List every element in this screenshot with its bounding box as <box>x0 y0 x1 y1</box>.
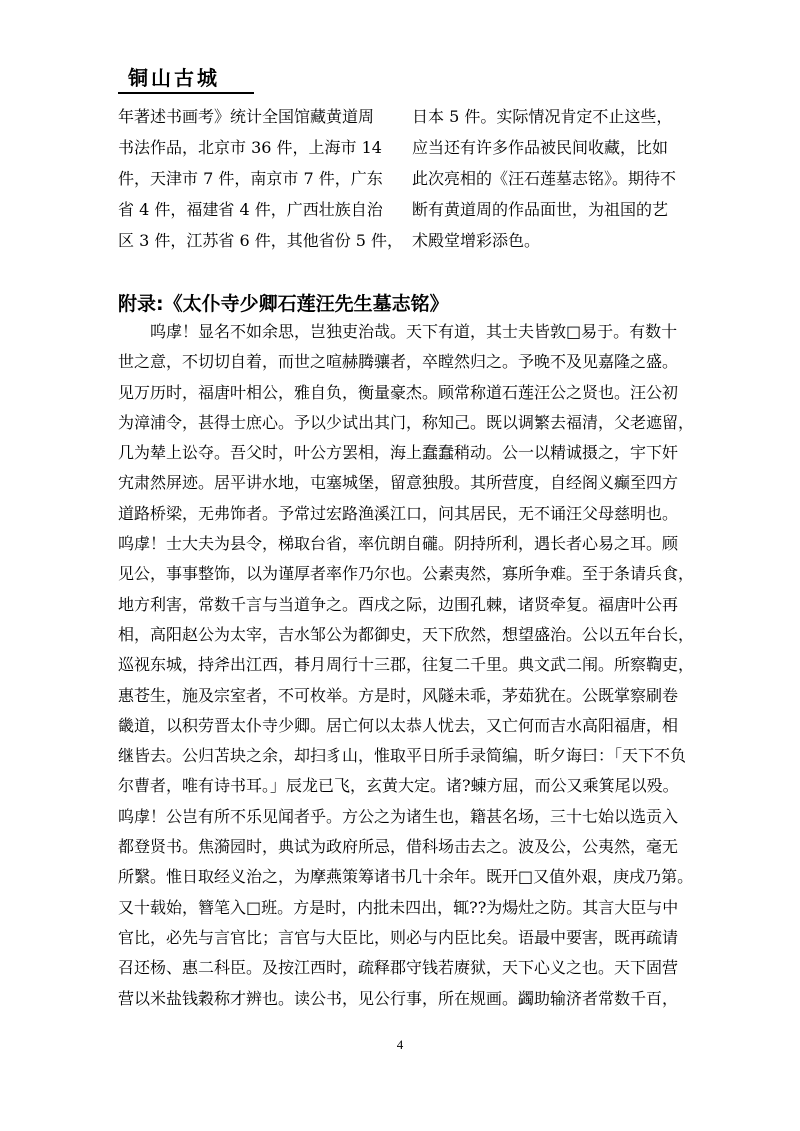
text-line: 为漳浦令，甚得士庶心。予以少试出其门，称知己。既以调繁去福清，父老遮留， <box>118 412 695 432</box>
intro-left-column <box>118 101 404 256</box>
text-line: 应当还有许多作品被民间收藏，比如 <box>412 138 669 157</box>
text-line: 省 4 件，福建省 4 件，广西壮族自治 <box>118 200 383 219</box>
text-line: 书法作品，北京市 36 件，上海市 14 <box>118 138 382 157</box>
text-line: 继皆去。公归苫块之余，却扫豸山，惟取平日所手录简编，昕夕诲曰：「天下不负 <box>118 746 687 766</box>
text-line: 呜虖！士大夫为县令，梯取台省，率伉朗自礲。阴持所利，遇长者心易之耳。顾 <box>118 534 679 554</box>
text-line: 件，天津市 7 件，南京市 7 件，广东 <box>118 169 383 188</box>
intro-right-column <box>412 101 690 256</box>
text-line: 几为辇上讼夺。吾父时，叶公方罢相，海上蠢蠢稍动。公一以精诚摄之，宇下奸 <box>118 443 679 463</box>
text-line: 官比，必先与言官比；言官与大臣比，则必与内臣比矣。语最中要害，既再疏请 <box>118 927 679 947</box>
running-header-title: 铜山古城 <box>128 66 220 90</box>
text-line: 尔曹者，唯有诗书耳。」辰龙已飞，玄黄大定。诸?蝀方屈，而公又乘箕尾以殁。 <box>118 776 679 796</box>
text-line: 宄肃然屏迹。居平讲水地，屯塞城堡，留意独殷。其所营度，自经阁义癫至四方 <box>118 473 679 493</box>
text-line: 营以米盐钱穀称才辨也。读公书，见公行事，所在规画。蠲助输济者常数千百， <box>118 988 679 1008</box>
text-line: 见公，事事整饰，以为谨厚者率作乃尔也。公素夷然，寡所争难。至于条请兵食， <box>118 564 695 584</box>
text-line: 畿道，以积劳晋太仆寺少卿。居亡何以太恭人忧去，又亡何而吉水高阳福唐，相 <box>118 715 679 735</box>
text-line: 召还杨、惠二科臣。及按江西时，疏释郡守钱若赓狱，天下心义之也。天下固营 <box>118 958 679 978</box>
text-line: 巡视东城，持斧出江西，朞月周行十三郡，往复二千里。典文武二闱。所察鞫吏， <box>118 655 695 675</box>
text-line: 呜虖！公岂有所不乐见闻者乎。方公之为诸生也，籍甚名场，三十七始以选贡入 <box>118 806 679 826</box>
text-line: 相，高阳赵公为太宰，吉水邹公为都御史，天下欣然，想望盛治。公以五年台长， <box>118 624 695 644</box>
text-line: 惠苍生，施及宗室者，不可枚举。方是时，风隧未乖，茅茹犹在。公既掌察刷卷 <box>118 685 679 705</box>
text-line: 断有黄道周的作品面世，为祖国的艺 <box>412 200 669 219</box>
text-line: 呜虖！显名不如余思，岂独吏治哉。天下有道，其士夫皆敦□易于。有数十 <box>118 322 678 341</box>
text-line: 见万历时，福唐叶相公，雅自负，衡量豪杰。顾常称道石莲汪公之贤也。汪公初 <box>118 382 679 402</box>
text-line: 世之意，不切切自着，而世之喧赫腾骧者，卒瞠然归之。予晚不及见嘉隆之盛。 <box>118 352 679 372</box>
text-line: 术殿堂增彩添色。 <box>412 231 541 250</box>
text-line: 此次亮相的《汪石莲墓志铭》。期待不 <box>412 169 677 188</box>
header-rule <box>118 92 254 94</box>
text-line: 又十载始，簪笔入□班。方是时，内批未四出，辄??为煬灶之防。其言大臣与中 <box>118 897 679 917</box>
appendix-heading: 附录:《太仆寺少卿石莲汪先生墓志铭》 <box>118 293 449 315</box>
page-number: 4 <box>396 1037 404 1052</box>
text-line: 日本 5 件。实际情况肯定不止这些， <box>412 107 673 126</box>
text-line: 区 3 件，江苏省 6 件，其他省份 5 件， <box>118 231 404 250</box>
appendix-body <box>118 317 695 1014</box>
text-line: 所繄。惟日取经义治之，为摩燕策筹诸书几十余年。既开□又值外艰，庚戌乃第。 <box>118 867 694 887</box>
text-line: 地方利害，常数千言与当道争之。酉戌之际，边围孔棘，诸贤牵复。福唐叶公再 <box>118 594 679 614</box>
text-line: 年著述书画考》统计全国馆藏黄道周 <box>118 107 375 126</box>
text-line: 道路桥梁，无弗饰者。予常过宏路渔溪江口，问其居民，无不诵汪父母慈明也。 <box>118 503 679 523</box>
text-line: 都登贤书。焦漪园时，典试为政府所忌，借科场击去之。波及公，公夷然，毫无 <box>118 837 679 857</box>
